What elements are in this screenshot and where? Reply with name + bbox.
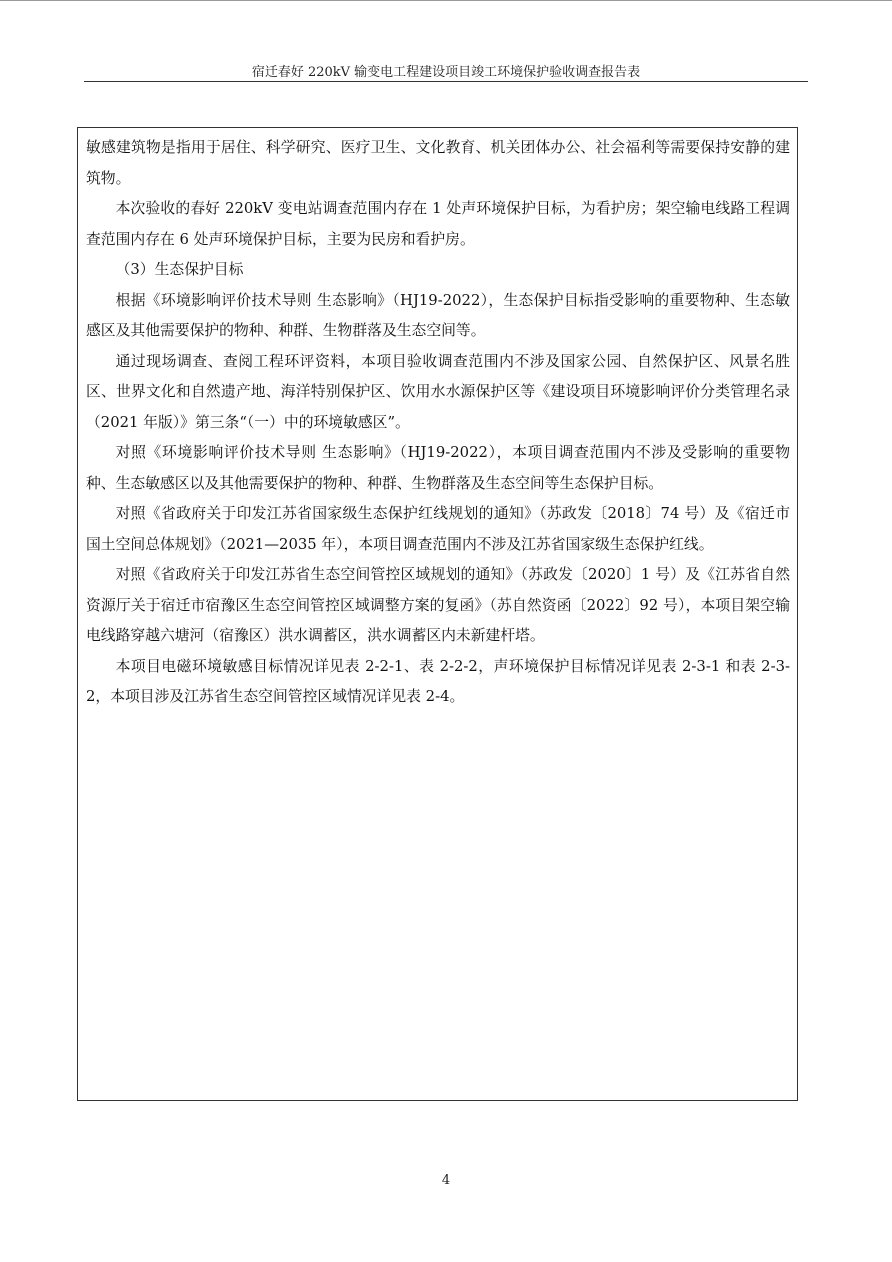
paragraph-table-references: 本项目电磁环境敏感目标情况详见表 2-2-1、表 2-2-2，声环境保护目标情况详见表 2-3-1 和表 2-3-2，本项目涉及江苏省生态空间管控区域情况详见表 2-4。 — [86, 657, 790, 705]
header-rule — [84, 81, 808, 82]
paragraph-sensitive-buildings: 敏感建筑物是指用于居住、科学研究、医疗卫生、文化教育、机关团体办公、社会福利等需要保持安静的建筑物。 — [86, 139, 790, 187]
paragraph-control-zone: 对照《省政府关于印发江苏省生态空间管控区域规划的通知》（苏政发〔2020〕1 号）及《江苏省自然资源厅关于宿迁市宿豫区生态空间管控区域调整方案的复函》（苏自然资函〔2022〕92 号），本项目架空输电线路穿越六塘河（宿豫区）洪水调蓄区，洪水调蓄区内未新建杆塔。 — [86, 566, 790, 644]
paragraph-site-survey: 通过现场调查、查阅工程环评资料，本项目验收调查范围内不涉及国家公园、自然保护区、风景名胜区、世界文化和自然遗产地、海洋特别保护区、饮用水水源保护区等《建设项目环境影响评价分类管理名录（2021 年版）》第三条“（一）中的环境敏感区”。 — [86, 352, 790, 431]
page-number: 4 — [441, 1173, 451, 1188]
paragraph-guideline-comparison: 对照《环境影响评价技术导则 生态影响》（HJ19-2022），本项目调查范围内不涉及受影响的重要物种、生态敏感区以及其他需要保护的物种、种群、生物群落及生态空间等生态保护目标。 — [86, 444, 790, 492]
running-header-title: 宿迁春好 220kV 输变电工程建设项目竣工环境保护验收调查报告表 — [251, 65, 641, 80]
paragraph-ecological-definition: 根据《环境影响评价技术导则 生态影响》（HJ19-2022），生态保护目标指受影响的重要物种、生态敏感区及其他需要保护的物种、种群、生物群落及生态空间等。 — [86, 291, 790, 339]
content-table-cell — [77, 127, 798, 1101]
body-text — [86, 133, 790, 713]
paragraph-acoustic-targets: 本次验收的春好 220kV 变电站调查范围内存在 1 处声环境保护目标，为看护房；架空输电线路工程调查范围内存在 6 处声环境保护目标，主要为民房和看护房。 — [86, 200, 790, 248]
paragraph-red-line: 对照《省政府关于印发江苏省国家级生态保护红线规划的通知》（苏政发〔2018〕74 号）及《宿迁市国土空间总体规划》（2021—2035 年），本项目调查范围内不涉及江苏省国家级生态保护红线。 — [86, 505, 790, 553]
section-heading-ecological-targets: （3）生态保护目标 — [115, 261, 244, 278]
page-top-edge — [0, 0, 892, 1]
